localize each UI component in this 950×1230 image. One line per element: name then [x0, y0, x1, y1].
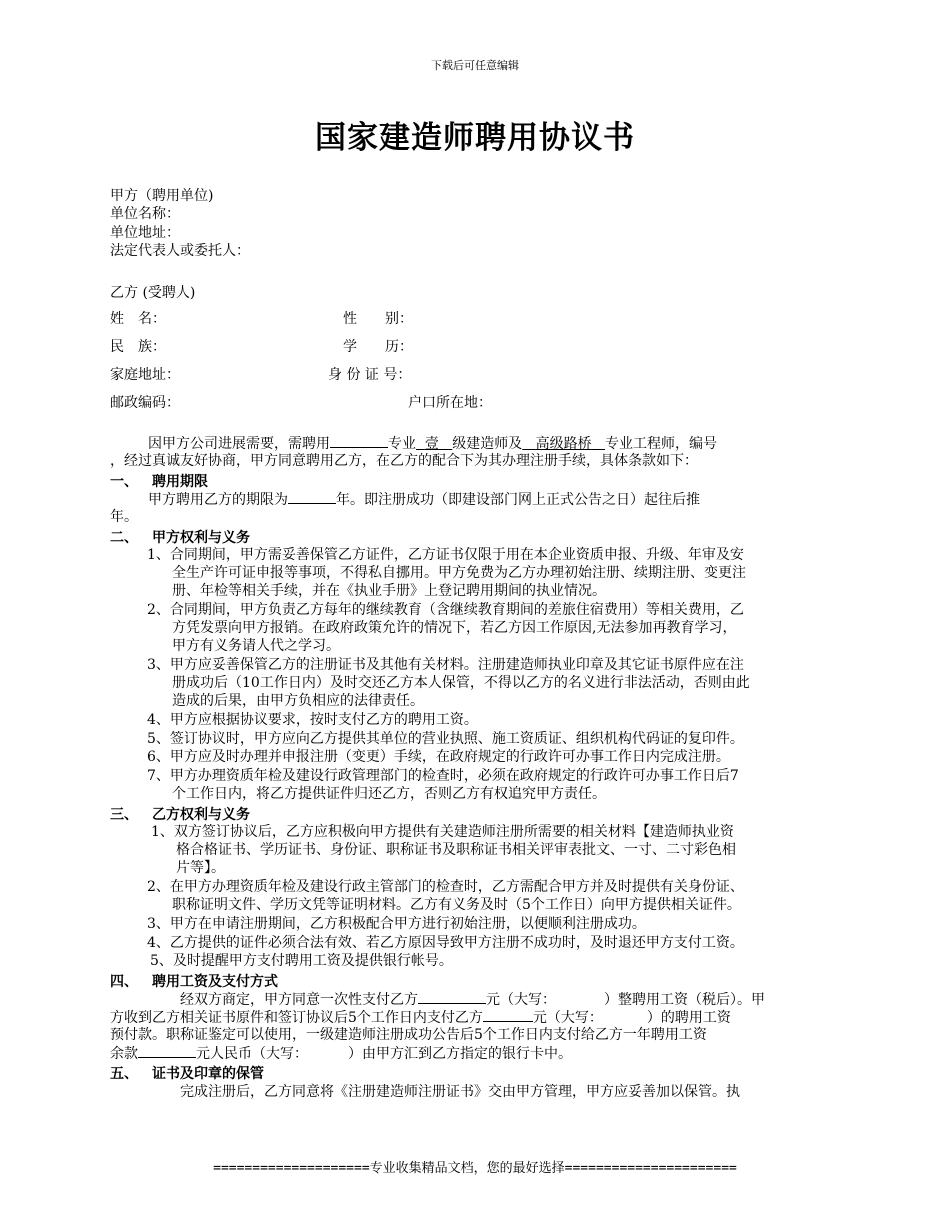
section-2-line: 甲方有义务请人代之学习。	[172, 638, 340, 654]
section-3-line: 2、在甲方办理资质年检及建设行政主管部门的检查时，乙方需配合甲方并及时提供有关身份证、	[147, 879, 744, 895]
section-4-text-4c: ）由甲方汇到乙方指定的银行卡中。	[348, 1046, 572, 1062]
major-value: 高级路桥	[535, 436, 592, 452]
section-3-line: 职称证明文件、学历文凭等证明材料。乙方有义务及时（5个工作日）向甲方提供相关证件。	[172, 897, 741, 913]
party-a-heading: 甲方（聘用单位)	[110, 188, 214, 204]
section-2-line: 4、甲方应根据协议要求，按时支付乙方的聘用工资。	[147, 712, 478, 728]
section-4-text-2a: 方收到乙方相关证书原件和签订协议后5个工作日内支付乙方	[110, 1010, 483, 1026]
section-2-line: 7、甲方办理资质年检及建设行政管理部门的检查时，必须在政府规定的行政许可办事工作日后7	[147, 768, 739, 784]
section-4-text-1b: 元（大写：	[486, 992, 556, 1008]
party-b-hukou-label: 户口所在地：	[408, 395, 492, 411]
section-4-title: 聘用工资及支付方式	[152, 974, 278, 990]
section-3-line: 3、甲方在申请注册期间，乙方积极配合甲方进行初始注册，以便顺利注册成功。	[147, 916, 646, 932]
section-4-number: 四、	[110, 974, 138, 990]
section-2-title: 甲方权利与义务	[152, 530, 250, 546]
section-3-title: 乙方权利与义务	[152, 807, 250, 823]
intro-text-3: 级建造师及	[452, 436, 523, 452]
blank-total-amount[interactable]	[418, 990, 486, 1004]
party-b-id-label: 身 份 证 号：	[328, 367, 412, 383]
section-1-number: 一、	[110, 474, 138, 490]
party-a-address-label: 单位地址：	[110, 225, 180, 241]
section-2-line: 5、签订协议时，甲方应向乙方提供其单位的营业执照、施工资质证、组织机构代码证的复印件。	[147, 731, 744, 747]
section-2-line: 造成的后果，由甲方负相应的法律责任。	[172, 693, 424, 709]
page-footer: ====================专业收集精品文档，您的最好选择======================	[213, 1161, 737, 1176]
party-b-address-label: 家庭地址：	[110, 367, 180, 383]
party-b-ethnicity-label: 民 族：	[110, 339, 166, 355]
section-4-text-2c: ）的聘用工资	[646, 1010, 731, 1026]
section-4-line-1	[180, 990, 765, 1009]
blank-years[interactable]	[288, 490, 336, 504]
blank-balance-amount[interactable]	[138, 1044, 196, 1058]
intro-text-4: 专业工程师，编号	[604, 436, 717, 452]
party-b-postcode-label: 邮政编码：	[110, 395, 180, 411]
intro-line-1	[148, 434, 717, 453]
section-4-text-1a: 经双方商定，甲方同意一次性支付乙方	[180, 992, 418, 1008]
section-2-line: 册、年检等相关手续，并在《执业手册》上登记聘用期间的执业情况。	[172, 583, 606, 599]
section-2-line: 册成功后（10工作日内）及时交还乙方本人保管，不得以乙方的名义进行非法活动，否则由此	[172, 675, 750, 691]
section-1-line-2: 年。	[110, 509, 138, 525]
intro-text-2: 专业	[388, 436, 416, 452]
party-b-name-label: 姓 名：	[110, 311, 166, 327]
section-4-text-4a: 余款	[110, 1046, 138, 1062]
section-1-text-a: 甲方聘用乙方的期限为	[148, 492, 288, 508]
document-title: 国家建造师聘用协议书	[315, 120, 635, 156]
section-3-line: 5、及时提醒甲方支付聘用工资及提供银行帐号。	[150, 953, 453, 969]
blank-major[interactable]	[330, 434, 388, 448]
section-2-line: 6、甲方应及时办理并申报注册（变更）手续，在政府规定的行政许可办事工作日内完成注册。	[147, 749, 730, 765]
section-2-line: 个工作日内，将乙方提供证件归还乙方，否则乙方有权追究甲方责任。	[172, 786, 606, 802]
party-a-name-label: 单位名称：	[110, 206, 180, 222]
section-2-line: 2、合同期间，甲方负责乙方每年的继续教育（含继续教育期间的差旅住宿费用）等相关费用，乙	[147, 602, 744, 618]
section-4-line-4	[110, 1044, 572, 1063]
section-3-line: 4、乙方提供的证件必须合法有效、若乙方原因导致甲方注册不成功时，及时退还甲方支付工资。	[147, 935, 744, 951]
section-3-line: 1、双方签订协议后，乙方应积极向甲方提供有关建造师注册所需要的相关材料【建造师执业资	[151, 824, 734, 840]
section-2-line: 3、甲方应妥善保管乙方的注册证书及其他有关材料。注册建造师执业印章及其它证书原件应在注	[147, 657, 744, 673]
blank-advance-amount[interactable]	[483, 1008, 533, 1022]
section-3-line: 片等】。	[176, 860, 225, 876]
section-4-line-3: 预付款。职称证鉴定可以使用，一级建造师注册成功公告后5个工作日内支付给乙方一年聘用工资	[110, 1027, 707, 1043]
intro-line-2: ，经过真诚友好协商，甲方同意聘用乙方，在乙方的配合下为其办理注册手续，具体条款如下：	[110, 453, 698, 469]
party-b-gender-label: 性 别：	[343, 311, 413, 327]
party-a-rep-label: 法定代表人或委托人：	[110, 243, 250, 259]
section-2-line: 1、合同期间，甲方需妥善保管乙方证件，乙方证书仅限于用在本企业资质申报、升级、年审及安	[147, 547, 744, 563]
section-3-number: 三、	[110, 807, 138, 823]
section-2-number: 二、	[110, 530, 138, 546]
page-header: 下载后可任意编辑	[431, 59, 519, 72]
section-1-text-b: 年。即注册成功（即建设部门网上正式公告之日）起往后推	[336, 492, 700, 508]
section-1-title: 聘用期限	[152, 474, 208, 490]
section-1-line-1	[148, 490, 700, 509]
section-5-number: 五、	[110, 1066, 138, 1082]
section-4-text-2b: 元（大写：	[532, 1010, 603, 1026]
intro-text-1: 因甲方公司进展需要，需聘用	[148, 436, 330, 452]
section-3-line: 格合格证书、学历证书、身份证、职称证书及职称证书相关评审表批文、一寸、二寸彩色相	[176, 842, 736, 858]
section-2-line: 方凭发票向甲方报销。在政府政策允许的情况下，若乙方因工作原因,无法参加再教育学习，	[172, 620, 737, 636]
section-5-title: 证书及印章的保管	[152, 1066, 264, 1082]
section-4-text-4b: 元人民币（大写：	[196, 1046, 308, 1062]
section-4-text-1c: ）整聘用工资（税后）。甲	[604, 992, 765, 1008]
party-b-heading: 乙方 (受聘人)	[110, 285, 196, 301]
party-b-education-label: 学 历：	[343, 339, 413, 355]
section-2-line: 全生产许可证申报等事项，不得私自挪用。甲方免费为乙方办理初始注册、续期注册、变更注	[172, 565, 746, 581]
grade-value: 壹	[424, 436, 439, 452]
section-4-line-2	[110, 1008, 731, 1027]
section-5-line-1: 完成注册后，乙方同意将《注册建造师注册证书》交由甲方管理，甲方应妥善加以保管。执	[180, 1084, 740, 1100]
